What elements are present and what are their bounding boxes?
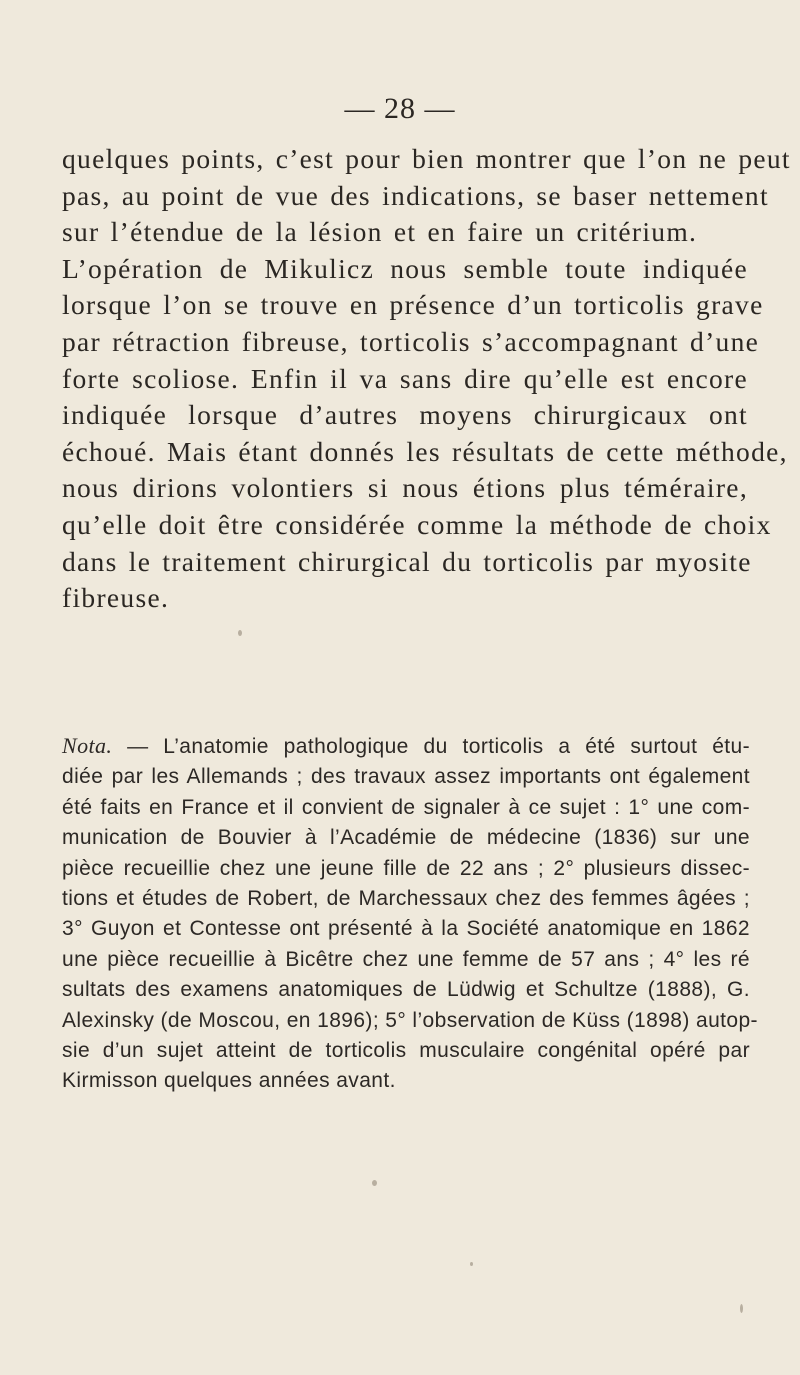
text-line: sur l’étendue de la lésion et en faire un critérium.: [62, 216, 698, 248]
text-line: forte scoliose. Enfin il va sans dire qu’elle est encore: [62, 362, 748, 394]
text-line: quelques points, c’est pour bien montrer que l’on ne peut: [62, 143, 791, 174]
note-line: diée par les Allemands ; des travaux assez importants ont également: [62, 765, 750, 789]
note-line: sultats des examens anatomiques de Lüdwig et Schultze (1888), G.: [62, 978, 750, 1002]
note-line: Kirmisson quelques années avant.: [62, 1069, 396, 1093]
text-line: L’opération de Mikulicz nous semble toute indiquée: [62, 252, 748, 284]
note-line: tions et études de Robert, de Marchessaux chez des femmes âgées ;: [62, 887, 750, 911]
note-paragraph: [62, 731, 758, 1097]
paper-speck: [470, 1262, 473, 1266]
text-line: échoué. Mais étant donnés les résultats de cette méthode,: [62, 435, 788, 467]
text-line: fibreuse.: [62, 582, 170, 614]
text-line: indiquée lorsque d’autres moyens chirurgicaux ont: [62, 399, 748, 431]
note-first-line-text: — L’anatomie pathologique du torticolis a été surtout étu-: [112, 735, 750, 758]
main-paragraph: [62, 141, 791, 617]
text-line: pas, au point de vue des indications, se baser nettement: [62, 179, 769, 211]
note-line: 3° Guyon et Contesse ont présenté à la Société anatomique en 1862: [62, 917, 750, 941]
text-line: lorsque l’on se trouve en présence d’un torticolis grave: [62, 289, 764, 321]
note-line: sie d’un sujet atteint de torticolis musculaire congénital opéré par: [62, 1039, 750, 1063]
note-line: munication de Bouvier à l’Académie de médecine (1836) sur une: [62, 826, 750, 850]
note-label: Nota.: [62, 733, 113, 758]
text-line: nous dirions volontiers si nous étions plus téméraire,: [62, 472, 748, 504]
note-line: pièce recueillie chez une jeune fille de 22 ans ; 2° plusieurs dissec-: [62, 856, 750, 880]
paper-speck: [372, 1180, 377, 1186]
note-first-line: [62, 731, 750, 762]
note-line: été faits en France et il convient de signaler à ce sujet : 1° une com-: [62, 795, 750, 819]
page-number: — 28 —: [344, 92, 456, 125]
note-line: Alexinsky (de Moscou, en 1896); 5° l’observation de Küss (1898) autop-: [62, 1008, 758, 1032]
paper-speck: [740, 1304, 743, 1313]
text-line: qu’elle doit être considérée comme la méthode de choix: [62, 508, 772, 540]
text-line: dans le traitement chirurgical du torticolis par myosite: [62, 545, 752, 577]
text-line: par rétraction fibreuse, torticolis s’accompagnant d’une: [62, 325, 760, 357]
paper-speck: [238, 630, 242, 636]
note-line: une pièce recueillie à Bicêtre chez une femme de 57 ans ; 4° les ré: [62, 947, 750, 971]
